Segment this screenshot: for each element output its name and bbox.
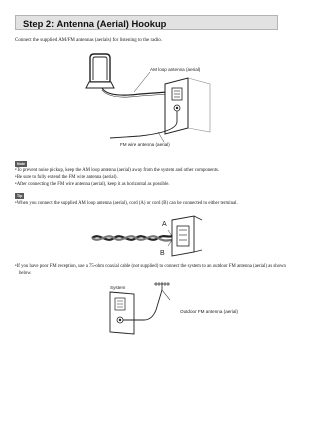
note-item: • Be sure to fully extend the FM wire antenna (aerial). xyxy=(15,175,285,182)
unit-rear-panel-icon xyxy=(165,78,210,134)
cord-terminal-diagram xyxy=(88,208,208,260)
am-antenna-label: AM loop antenna (aerial) xyxy=(150,67,201,72)
note-item: • To prevent noise pickup, keep the AM loop antenna (aerial) away from the system and other components. xyxy=(15,168,285,175)
intro-text: Connect the supplied AM/FM antennas (aerials) for listening to the radio. xyxy=(15,38,163,43)
terminal-block-icon xyxy=(172,216,202,256)
cord-a-label: A xyxy=(162,221,167,228)
note-item: • After connecting the FM wire antenna (aerial), keep it as horizontal as possible. xyxy=(15,182,285,189)
twisted-cord-icon xyxy=(92,236,172,241)
section-heading: Step 2: Antenna (Aerial) Hookup xyxy=(15,15,278,30)
antenna-connection-diagram xyxy=(80,48,240,148)
outdoor-fm-list xyxy=(15,264,287,278)
tip-list xyxy=(15,201,290,208)
outdoor-fm-item: • If you have poor FM reception, use a 75-ohm coaxial cable (not supplied) to connect the system to an outdoor FM antenna (aerial) as shown below. xyxy=(15,264,287,278)
cord-b-label: B xyxy=(160,250,165,257)
am-loop-antenna-icon xyxy=(86,54,114,88)
system-rear-panel-icon xyxy=(110,292,134,334)
outdoor-antenna-diagram xyxy=(104,280,264,340)
notes-list xyxy=(15,168,285,189)
outdoor-antenna-label: Outdoor FM antenna (aerial) xyxy=(180,309,238,314)
system-label: System xyxy=(110,285,126,290)
tip-item: • When you connect the supplied AM loop antenna (aerial), cord (A) or cord (B) can be connected to either terminal. xyxy=(15,201,290,208)
tip-tag: Tip xyxy=(17,194,23,198)
note-tag: Note xyxy=(17,162,25,166)
fm-antenna-label: FM wire antenna (aerial) xyxy=(120,142,170,147)
